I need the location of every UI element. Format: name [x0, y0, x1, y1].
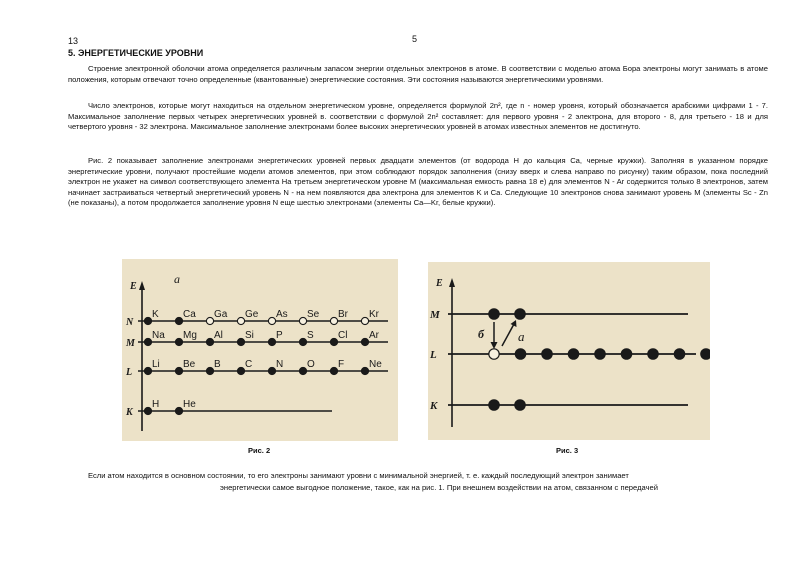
- element-symbol-Al: Al: [214, 330, 223, 341]
- element-symbol-Be: Be: [183, 359, 196, 370]
- electron-Se: [299, 317, 306, 324]
- element-symbol-He: He: [183, 399, 196, 410]
- element-symbol-N: N: [276, 359, 284, 370]
- element-symbol-Cl: Cl: [338, 330, 348, 341]
- electron-L-6: [621, 349, 631, 359]
- figure-3: [428, 262, 710, 440]
- electron-Ar: [361, 338, 368, 345]
- arrow-a-shaft: [502, 324, 514, 346]
- element-symbol-B: B: [214, 359, 221, 370]
- electron-L-4: [568, 349, 578, 359]
- element-symbol-Kr: Kr: [369, 309, 379, 320]
- electron-O: [299, 367, 306, 374]
- beta-label: б: [478, 327, 484, 341]
- energy-axis-label: E: [436, 278, 443, 289]
- electron-Kr: [361, 317, 368, 324]
- element-symbol-Li: Li: [152, 359, 160, 370]
- electron-K: [144, 317, 151, 324]
- electron-Ga: [206, 317, 213, 324]
- electron-L-9: [701, 349, 710, 359]
- element-symbol-Si: Si: [245, 330, 254, 341]
- arrow-b-head: [491, 342, 498, 349]
- level-label-K: K: [126, 407, 133, 418]
- paragraph-1-text: Строение электронной оболочки атома определяется различным запасом энергии отдельных электронов в атоме. В соответствии с моделью атома Бора электроны могут занимать в атоме положения, которым отвечают точно определенные (квантованные) энергетические состояния. Эти состояния называются энергетическими уровнями.: [68, 64, 768, 84]
- element-symbol-C: C: [245, 359, 253, 370]
- electron-Ca: [175, 317, 182, 324]
- element-symbol-O: O: [307, 359, 315, 370]
- electron-K-1: [489, 400, 499, 410]
- paragraph-3: [68, 156, 768, 209]
- element-symbol-H: H: [152, 399, 160, 410]
- figure-3-diagram: [428, 262, 710, 440]
- electron-M-2: [515, 309, 525, 319]
- electron-Na: [144, 338, 151, 345]
- element-symbol-Se: Se: [307, 309, 320, 320]
- electron-C: [237, 367, 244, 374]
- energy-axis-arrow: [449, 278, 455, 287]
- electron-S: [299, 338, 306, 345]
- level-label-M: M: [126, 338, 135, 349]
- paragraph-2: [68, 101, 768, 133]
- electron-L-2: [515, 349, 525, 359]
- element-symbol-F: F: [338, 359, 345, 370]
- electron-L-3: [542, 349, 552, 359]
- page-number-left: 13: [68, 36, 79, 46]
- figure-2: [122, 259, 398, 441]
- electron-P: [268, 338, 275, 345]
- element-symbol-Mg: Mg: [183, 330, 197, 341]
- level-label-M: M: [430, 309, 440, 321]
- element-symbol-K: K: [152, 309, 159, 320]
- electron-Si: [237, 338, 244, 345]
- electron-Ge: [237, 317, 244, 324]
- bottom-line-1: Если атом находится в основном состоянии, то его электроны занимают уровни с минимальной энергией, т. е. каждый последующий электрон занимает: [88, 471, 629, 480]
- element-symbol-Br: Br: [338, 309, 348, 320]
- electron-Cl: [330, 338, 337, 345]
- figure-2-diagram: [122, 259, 398, 441]
- element-symbol-S: S: [307, 330, 314, 341]
- electron-F: [330, 367, 337, 374]
- paragraph-3-text: Рис. 2 показывает заполнение электронами энергетических уровней первых двадцати элементов (от водорода H до кальция Ca, черные кружки). Заполняя в указанном порядке энергетические уровни, получают простейшие модели атомов элементов, при этом соблюдают порядок заполнения (снизу вверх и слева направо по рисунку) таким образом, пока последний электрон не укажет на символ соответствующего элемента На третьем энергетическом уровне M (максимальная емкость равна 18 е) для элементов N - Ar содержится только 8 электронов, затем начинает застраиваться четвертый энергетический уровень N - на нем появляются два электрона для элементов K и Ca. Следующие 10 электронов снова занимают уровень M (элементы Sc - Zn (не показаны), а потом продолжается заполнение уровня N еще шестью электронами (элементы Ca—Kr, белые кружки).: [68, 156, 768, 208]
- element-symbol-P: P: [276, 330, 283, 341]
- energy-axis-arrow: [139, 281, 145, 290]
- electron-N: [268, 367, 275, 374]
- paragraph-1: [68, 64, 768, 85]
- paragraph-2-text: Число электронов, которые могут находиться на отдельном энергетическом уровне, определяется формулой 2n², где n - номер уровня, который обозначается арабскими цифрами 1 - 7. Максимальное заполнение первых четырех энергетических уровней в. соответствии с формулой 2n² составляет: для первого уровня - 2 электрона, для второго - 8, для третьего - 18 и для четвертого уровня - 32 электрона. Максимальное заполнение электронами более высоких энергетических уровней в атомах известных элементов не достигнуто.: [68, 101, 768, 132]
- page-number-center: 5: [412, 34, 418, 44]
- element-symbol-Ne: Ne: [369, 359, 382, 370]
- electron-L-1: [489, 349, 499, 359]
- electron-Mg: [175, 338, 182, 345]
- electron-H: [144, 407, 151, 414]
- level-label-N: N: [126, 317, 134, 328]
- element-symbol-Ar: Ar: [369, 330, 379, 341]
- level-label-L: L: [430, 349, 437, 361]
- element-symbol-Ge: Ge: [245, 309, 259, 320]
- energy-axis-label: E: [130, 281, 137, 292]
- bottom-paragraph: [88, 470, 768, 494]
- electron-Br: [330, 317, 337, 324]
- element-symbol-Ca: Ca: [183, 309, 196, 320]
- figure-2-caption: Рис. 2: [248, 446, 271, 455]
- level-label-K: K: [430, 400, 438, 412]
- electron-Al: [206, 338, 213, 345]
- electron-L-8: [674, 349, 684, 359]
- figure-3-caption: Рис. 3: [556, 446, 579, 455]
- bottom-line-2: энергетически самое выгодное положение, такое, как на рис. 1. При внешнем воздействии на атом, связанном с передачей: [220, 483, 658, 492]
- electron-B: [206, 367, 213, 374]
- alpha-label: a: [174, 272, 180, 286]
- electron-Be: [175, 367, 182, 374]
- electron-L-7: [648, 349, 658, 359]
- section-heading: 5. ЭНЕРГЕТИЧЕСКИЕ УРОВНИ: [68, 48, 204, 58]
- alpha-label: a: [518, 329, 525, 344]
- electron-L-5: [595, 349, 605, 359]
- electron-As: [268, 317, 275, 324]
- electron-Ne: [361, 367, 368, 374]
- level-label-L: L: [126, 367, 133, 378]
- electron-Li: [144, 367, 151, 374]
- electron-He: [175, 407, 182, 414]
- element-symbol-Ga: Ga: [214, 309, 228, 320]
- element-symbol-Na: Na: [152, 330, 165, 341]
- electron-M-1: [489, 309, 499, 319]
- electron-K-2: [515, 400, 525, 410]
- element-symbol-As: As: [276, 309, 288, 320]
